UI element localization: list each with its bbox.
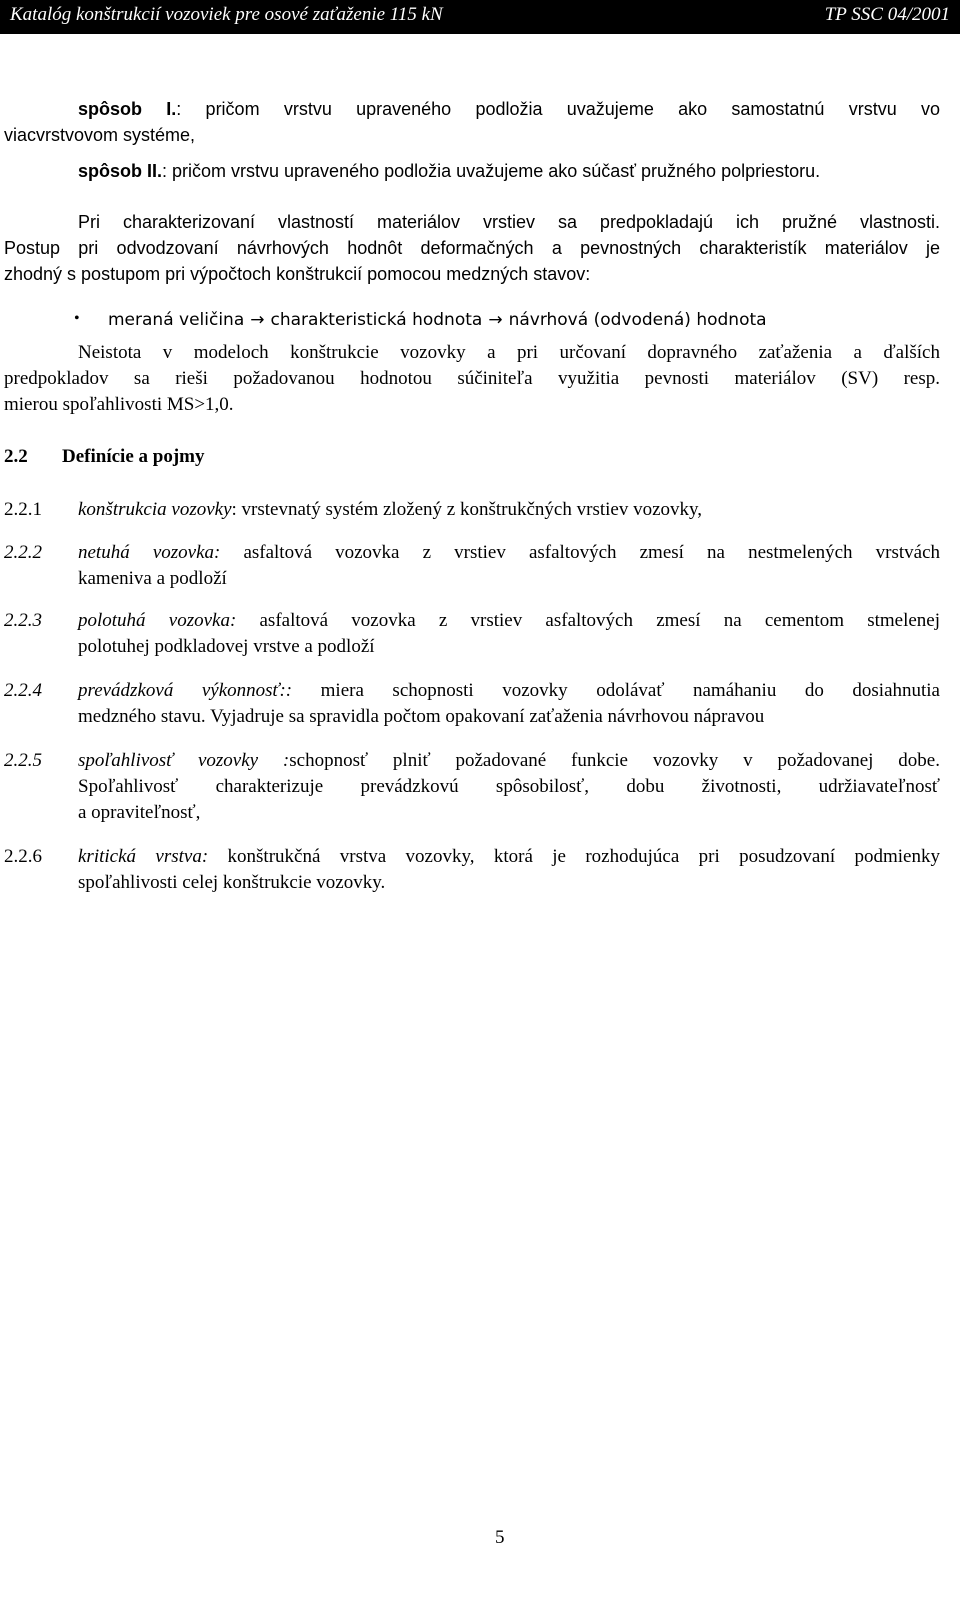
method-2: spôsob II.: pričom vrstvu upraveného podložia uvažujeme ako súčasť pružného polpriestoru.	[78, 161, 821, 181]
definition-item: konštrukcia vozovky: vrstevnatý systém zložený z konštrukčných vrstiev vozovky,	[78, 499, 703, 520]
arrow-icon: →	[250, 310, 265, 330]
bullet-term-a: meraná veličina	[108, 310, 245, 330]
page-number: 5	[495, 1527, 505, 1548]
paragraph-2-line-3: mierou spoľahlivosti MS>1,0.	[4, 394, 234, 415]
definition-item: kritická vrstva: konštrukčná vrstva vozovky, ktorá je rozhodujúca pri posudzovaní podmienky spoľahlivosti celej konštrukcie vozovky.	[78, 846, 940, 893]
header-title: Katalóg konštrukcií vozoviek pre osové zaťaženie 115 kN	[10, 4, 443, 25]
definition-number: 2.2.3	[4, 610, 42, 631]
definition-item: spoľahlivosť vozovky :schopnosť plniť požadované funkcie vozovky v požadovanej dobe. Spoľahlivosť charakterizuje prevádzkovú spôsobilosť, dobu životnosti, udržiavateľnosť a opraviteľnosť,	[78, 750, 940, 823]
bullet-icon: •	[74, 310, 80, 327]
definition-item: netuhá vozovka: asfaltová vozovka z vrstiev asfaltových zmesí na nestmelených vrstvách kameniva a podloží	[78, 542, 941, 589]
method-1-line-2: viacvrstvovom systéme,	[4, 125, 196, 145]
definition-number: 2.2.4	[4, 680, 42, 701]
paragraph-1-line-2: Postup pri odvodzovaní návrhových hodnôt deformačných a pevnostných charakteristík materiálov je	[4, 238, 940, 258]
bullet-term-c: návrhová (odvodená) hodnota	[508, 310, 767, 330]
bullet-item	[108, 307, 908, 333]
paragraph-2-line-2: predpokladov sa rieši požadovanou hodnotou súčiniteľa využitia pevnosti materiálov (SV) resp.	[4, 368, 940, 389]
paragraph-1-line-1: Pri charakterizovaní vlastností materiálov vrstiev sa predpokladajú ich pružné vlastnosti.	[78, 212, 940, 232]
arrow-icon: →	[488, 310, 503, 330]
section-title: Definície a pojmy	[62, 446, 205, 467]
bullet-term-b: charakteristická hodnota	[270, 310, 483, 330]
definition-number: 2.2.5	[4, 750, 42, 771]
definition-number: 2.2.6	[4, 846, 42, 867]
definition-item: polotuhá vozovka: asfaltová vozovka z vrstiev asfaltových zmesí na cementom stmelenej polotuhej podkladovej vrstve a podloží	[78, 610, 941, 657]
section-number: 2.2	[4, 446, 28, 467]
definition-number: 2.2.2	[4, 542, 42, 563]
method-1-line-1: spôsob I.: pričom vrstvu upraveného podložia uvažujeme ako samostatnú vrstvu vo	[78, 99, 940, 119]
paragraph-1-line-3: zhodný s postupom pri výpočtoch konštrukcií pomocou medzných stavov:	[4, 264, 591, 284]
header-doc-id: TP SSC 04/2001	[824, 4, 950, 25]
definition-item: prevádzková výkonnosť:: miera schopnosti vozovky odolávať namáhaniu do dosiahnutia medzného stavu. Vyjadruje sa spravidla počtom opakovaní zaťaženia návrhovou nápravou	[78, 680, 940, 727]
page-header	[0, 0, 960, 34]
definition-number: 2.2.1	[4, 499, 42, 520]
paragraph-2-line-1: Neistota v modeloch konštrukcie vozovky a pri určovaní dopravného zaťaženia a ďalších	[78, 342, 940, 363]
